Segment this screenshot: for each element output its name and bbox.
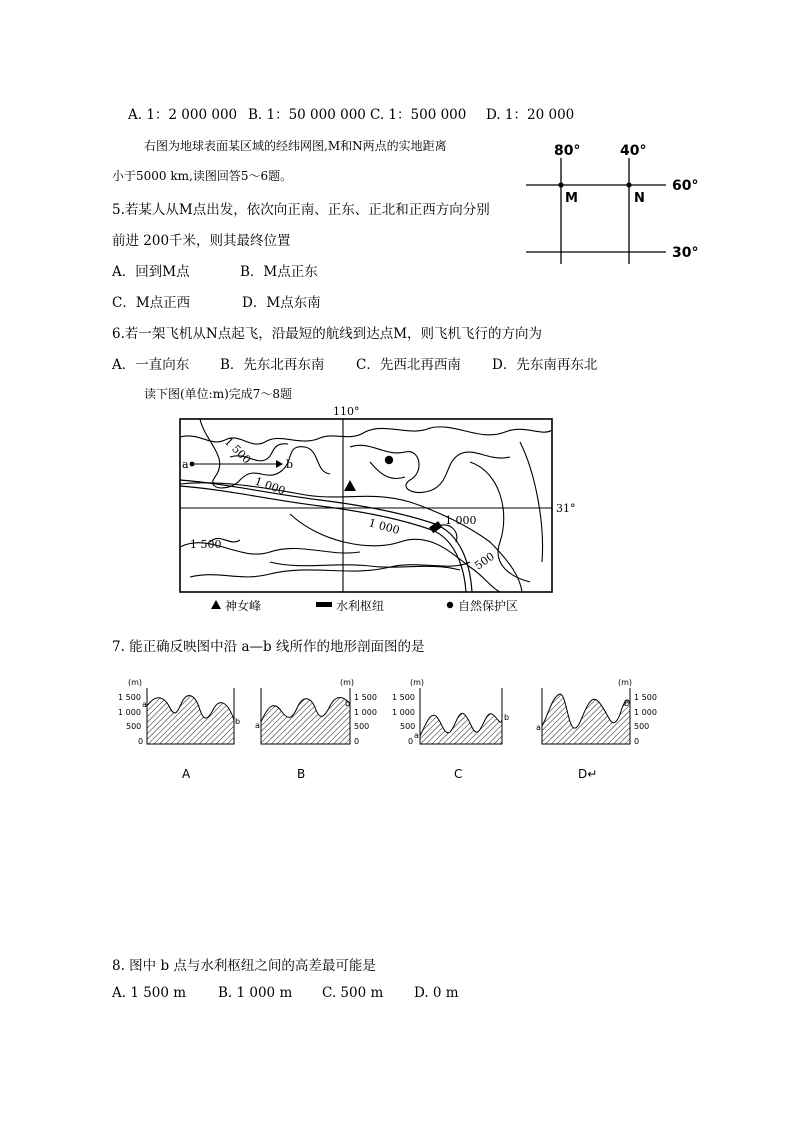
intro-7-8: 读下图(单位:m)完成7～8题	[144, 387, 293, 401]
lon-label-110: 110°	[333, 405, 360, 418]
profile-c[interactable]	[392, 676, 520, 786]
point-a-dot	[190, 462, 195, 467]
contour-map	[170, 402, 590, 620]
profile-c-tick-0: 0	[408, 737, 414, 746]
legend-peak-label: 神女峰	[225, 599, 262, 613]
profile-b-tick-1500: 1 500	[354, 693, 377, 702]
profile-d-unit: (m)	[618, 678, 633, 687]
q5-stem-line2: 前进 200千米，则其最终位置	[112, 233, 291, 249]
contour-label-1000-mid: 1 000	[367, 516, 402, 538]
profile-a-tick-1000: 1 000	[118, 708, 141, 717]
q8-option-c[interactable]: C. 500 m	[322, 985, 384, 1001]
svg-text:b: b	[624, 699, 630, 708]
contour-label-500: 500	[472, 549, 497, 573]
profile-a-tick-0: 0	[138, 737, 144, 746]
profile-c-letter: C	[454, 767, 463, 781]
q6-stem: 6.若一架飞机从N点起飞，沿最短的航线到达点M，则飞机飞行的方向为	[112, 326, 543, 342]
profile-a-letter: A	[182, 767, 191, 781]
profile-c-tick-500: 500	[400, 722, 416, 731]
nature-reserve-marker	[385, 456, 393, 464]
q4-option-c[interactable]: C. 1：500 000	[370, 107, 467, 123]
profile-b-unit: (m)	[340, 678, 355, 687]
profile-a-tick-500: 500	[126, 722, 142, 731]
profile-d-tick-1500: 1 500	[634, 693, 657, 702]
q5-option-a[interactable]: A．回到M点	[112, 264, 190, 280]
profile-c-unit: (m)	[410, 678, 425, 687]
q6-option-a[interactable]: A．一直向东	[112, 357, 190, 373]
profile-d-tick-0: 0	[634, 737, 640, 746]
q4-option-d[interactable]: D. 1：20 000	[486, 107, 575, 123]
svg-text:a: a	[142, 700, 147, 709]
q5-stem-line1: 5.若某人从M点出发，依次向正南、正东、正北和正西方向分别	[112, 202, 490, 218]
point-n-label: N	[634, 191, 645, 206]
q6-option-d[interactable]: D．先东南再东北	[492, 357, 598, 373]
svg-text:a: a	[536, 723, 541, 732]
svg-text:b: b	[235, 717, 241, 726]
q8-stem: 8. 图中 b 点与水利枢纽之间的高差最可能是	[112, 958, 376, 974]
q6-option-b[interactable]: B．先东北再东南	[220, 357, 325, 373]
contour-label-1500-left: 1 500	[190, 538, 222, 551]
lat-label-30: 30°	[672, 245, 699, 261]
legend-dam-label: 水利枢纽	[336, 599, 385, 613]
profile-c-tick-1500: 1 500	[392, 693, 415, 702]
intro-5-6-line2: 小于5000 km,读图回答5～6题。	[112, 169, 293, 183]
contour-label-1000-left: 1 000	[252, 474, 288, 498]
lat-label-31: 31°	[556, 502, 576, 515]
q5-option-b[interactable]: B．M点正东	[240, 264, 318, 280]
point-n-dot	[626, 182, 631, 187]
point-a-label: a	[182, 458, 189, 471]
profile-b-tick-1000: 1 000	[354, 708, 377, 717]
legend-reserve-icon	[447, 602, 453, 608]
q5-option-c[interactable]: C．M点正西	[112, 295, 191, 311]
contour-label-1500-top: 1 500	[221, 434, 254, 467]
legend-dam-icon	[316, 602, 332, 607]
q4-option-b[interactable]: B. 1：50 000 000	[248, 107, 366, 123]
intro-5-6-line1: 右图为地球表面某区域的经纬网图,M和N两点的实地距离	[144, 139, 447, 153]
profile-b-letter: B	[297, 767, 306, 781]
latlon-grid-map	[520, 138, 710, 268]
lon-label-40: 40°	[620, 143, 647, 159]
svg-text:a: a	[255, 721, 260, 730]
contour-label-1000-right: 1 000	[445, 514, 477, 527]
profile-a-tick-1500: 1 500	[118, 693, 141, 702]
point-m-dot	[558, 182, 563, 187]
svg-text:a: a	[414, 731, 419, 740]
q5-option-d[interactable]: D．M点东南	[242, 295, 321, 311]
q8-option-d[interactable]: D. 0 m	[414, 985, 459, 1001]
q8-option-b[interactable]: B. 1 000 m	[218, 985, 293, 1001]
profile-d-tick-500: 500	[634, 722, 650, 731]
profile-b-tick-500: 500	[354, 722, 370, 731]
profile-d-letter: D↵	[578, 767, 598, 781]
point-b-label: b	[286, 458, 294, 471]
svg-text:b: b	[504, 713, 510, 722]
lat-label-60: 60°	[672, 178, 699, 194]
profile-b[interactable]	[254, 676, 382, 786]
profile-c-tick-1000: 1 000	[392, 708, 415, 717]
profile-b-tick-0: 0	[354, 737, 360, 746]
legend-peak-icon	[211, 600, 221, 609]
profile-d[interactable]	[534, 676, 662, 786]
svg-text:b: b	[345, 699, 351, 708]
legend-reserve-label: 自然保护区	[458, 599, 519, 613]
profile-d-tick-1000: 1 000	[634, 708, 657, 717]
profile-a-unit: (m)	[128, 678, 143, 687]
point-m-label: M	[565, 191, 578, 206]
q8-option-a[interactable]: A. 1 500 m	[112, 985, 187, 1001]
q6-option-c[interactable]: C．先西北再西南	[356, 357, 461, 373]
lon-label-80: 80°	[554, 143, 581, 159]
q7-stem: 7. 能正确反映图中沿 a—b 线所作的地形剖面图的是	[112, 639, 425, 655]
q4-option-a[interactable]: A. 1：2 000 000	[128, 107, 238, 123]
profile-a[interactable]	[114, 676, 242, 786]
